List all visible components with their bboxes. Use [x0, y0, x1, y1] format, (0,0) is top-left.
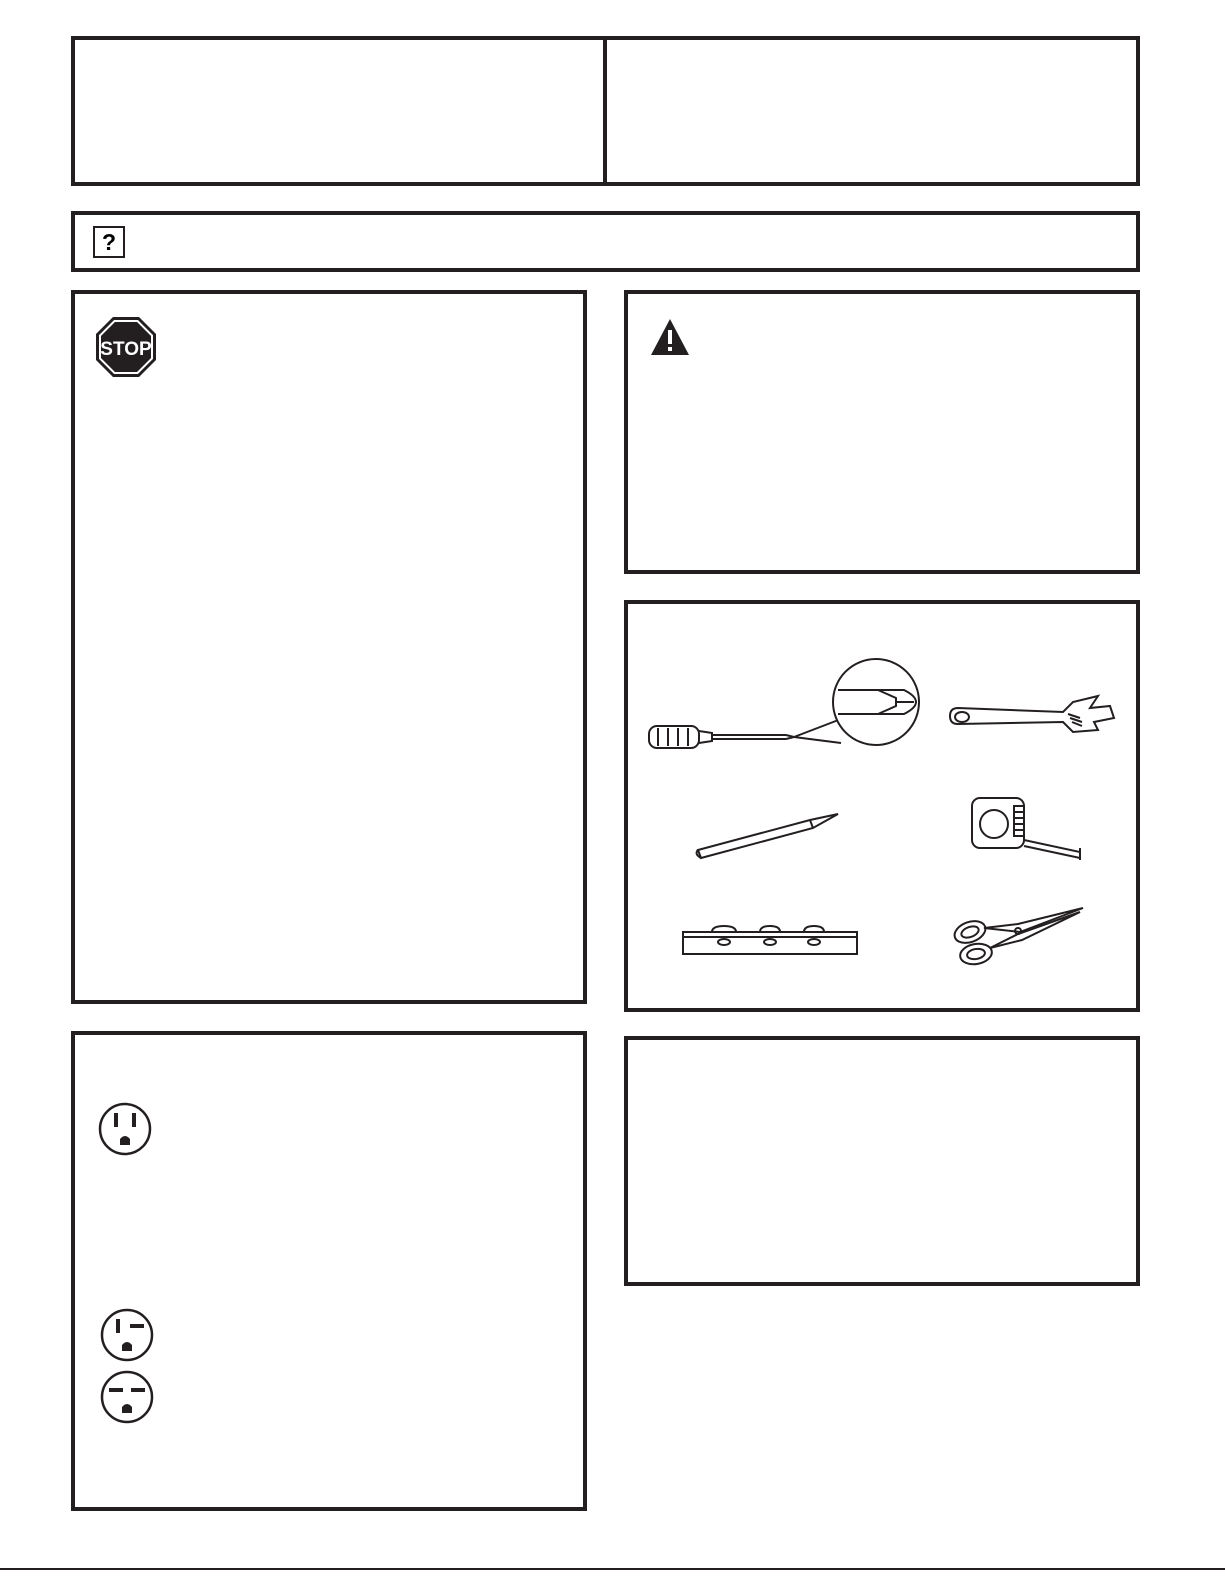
question-mark-icon: ?	[93, 226, 125, 258]
tools-panel	[624, 600, 1140, 1012]
outlet-20a-horizontal-icon	[99, 1369, 155, 1425]
pencil-icon	[692, 810, 842, 860]
header-divider	[603, 40, 607, 182]
outlet-20a-t-slot-icon	[99, 1307, 155, 1363]
electrical-panel	[71, 1031, 587, 1511]
notes-panel	[624, 1036, 1140, 1286]
outlet-15a-icon	[97, 1101, 153, 1157]
stop-sign-text: STOP	[100, 339, 152, 360]
warning-triangle-icon	[650, 318, 690, 356]
warning-panel	[624, 290, 1140, 574]
phillips-screwdriver-icon	[646, 656, 921, 756]
header-box	[71, 36, 1140, 186]
scissors-icon	[948, 904, 1088, 970]
footer-rule	[0, 1568, 1225, 1570]
stop-sign-icon	[95, 316, 157, 378]
adjustable-wrench-icon	[948, 692, 1118, 744]
tape-measure-icon	[968, 794, 1088, 869]
stop-panel	[71, 290, 587, 1004]
help-bar	[71, 211, 1140, 272]
level-icon	[680, 924, 860, 960]
